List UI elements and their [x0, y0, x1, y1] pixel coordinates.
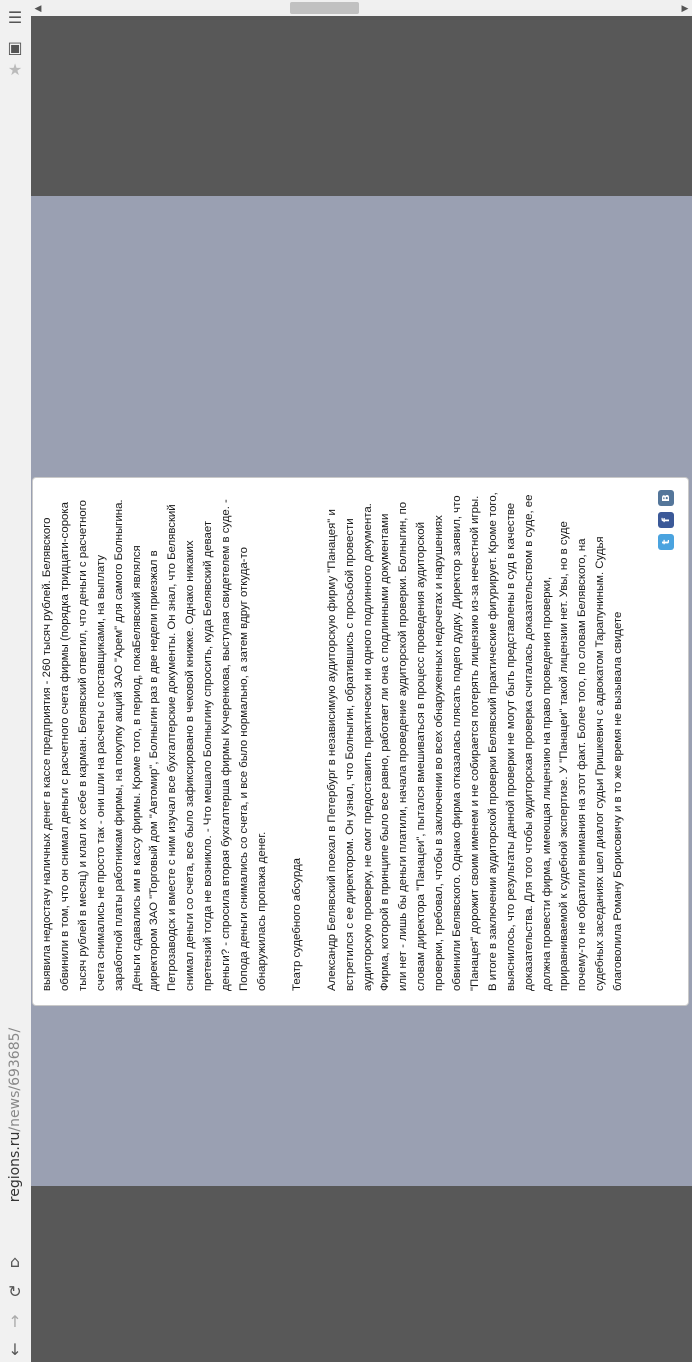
forward-icon[interactable]: ↑: [8, 1311, 22, 1331]
browser-toolbar: [0, 0, 32, 1362]
url-path: /news/693685/: [7, 1027, 23, 1132]
article-panel: [32, 477, 689, 1006]
menu-icon[interactable]: ☰: [7, 7, 23, 27]
scroll-right-icon[interactable]: ▶: [681, 3, 689, 13]
page-background-top: [31, 16, 692, 196]
home-icon[interactable]: ⌂: [9, 1251, 21, 1271]
page-background-bottom: [31, 1186, 692, 1362]
article-paragraph: выявила недостачу наличных денег в кассе предприятия - 260 тысяч рублей. Белявского обвинили в том, что он снимал деньги с расчетного счета фирмы (порядка тридцати-сорока тысяч рублей в месяц) и клал их себе в карман. Белявский ответил, что деньги с расчетного счета снимались не просто так - они шли на расчеты с поставщиками, на выплату заработной платы работникам фирмы, на покупку акций ЗАО "Арем" для самого Болныгина. Деньги сдавались им в кассу фирмы. Кроме того, в период, покаБелявский являлся директором ЗАО "Торговый дом "Автомир", Болныгин раз в две недели приезжал в Петрозаводск и вместе с ним изучал все бухгалтерские документы. Он знал, что Белявский снимал деньги со счета, все было зафиксировано в чековой книжке. Однако никаких претензий тогда не возникло. - Что мешало Болныгину спросить, куда Белявский девает деньги? - спросила вторая бухгалтерша фирмы Кучеренкова, выступая свидетелем в суде. - Попода деньги снимались со счета, и все было нормально, а затем вдруг откуда-то обнаружилась пропажа денег.: [41, 499, 268, 991]
url-domain: regions.ru: [7, 1131, 23, 1203]
facebook-icon[interactable]: f: [658, 512, 674, 528]
article-paragraph: Александр Белявский поехал в Петербург в независимую аудиторскую фирму "Панацея" и встретился с ее директором. Он узнал, что Болныгин, обратившись с просьбой провести аудиторскую проверку, не смог предоставить практически ни одного подлинного документа. Фирма, которой в принципе было все равно, работает ли она с подлинными документами или нет - лишь бы деньги платили, начала проведение аудиторской проверки. Болныгин, по словам директора "Панацеи", пытался вмешиваться в процесс проведения аудиторской проверки, требовал, чтобы в заключении во всех обнаруженных недочетах и нарушениях обвинили Белявского. Однако фирма отказалась плясать подего дудку. Директор заявил, что "Панацея" дорожит своим именем и не собирается потерять лицензию из-за нечестной игры. В итоге в заключении аудиторской проверки Белявский практические фигурирует. Кроме того, выяснилось, что результаты данной проверки не могут быть представлены в суд в качестве доказательства. Для того чтобы аудиторская проверка считалась доказательством в суде, ее должна провести фирма, имеющая лицензию на право проведения проверки, приравниваемой к судебной экспертизе. У "Панацеи" такой лицензии нет. Увы, но в суде почему-то не обратили внимания на этот факт. Более того, по словам Белявского, на судебных заседаниях шел диалог судьи Гришкевич с адвокатом Тарапуниным. Судья благоволила Роману Борисовичу и в то же время не вызывала свидете: [325, 492, 625, 991]
article-subheading: Театр судебного абсурда: [290, 858, 303, 991]
article-body: [33, 478, 649, 1005]
horizontal-scrollbar[interactable]: [31, 0, 692, 17]
twitter-icon[interactable]: t: [658, 534, 674, 550]
address-bar[interactable]: [3, 1010, 27, 1210]
scroll-left-icon[interactable]: ◀: [34, 3, 42, 13]
vk-icon[interactable]: В: [658, 490, 674, 506]
back-icon[interactable]: ↓: [8, 1339, 22, 1359]
share-buttons: [658, 490, 674, 550]
page-icon[interactable]: ▣: [7, 37, 23, 57]
star-icon[interactable]: ★: [7, 59, 23, 79]
reload-icon[interactable]: ↻: [8, 1281, 22, 1301]
scrollbar-thumb[interactable]: [290, 2, 359, 14]
